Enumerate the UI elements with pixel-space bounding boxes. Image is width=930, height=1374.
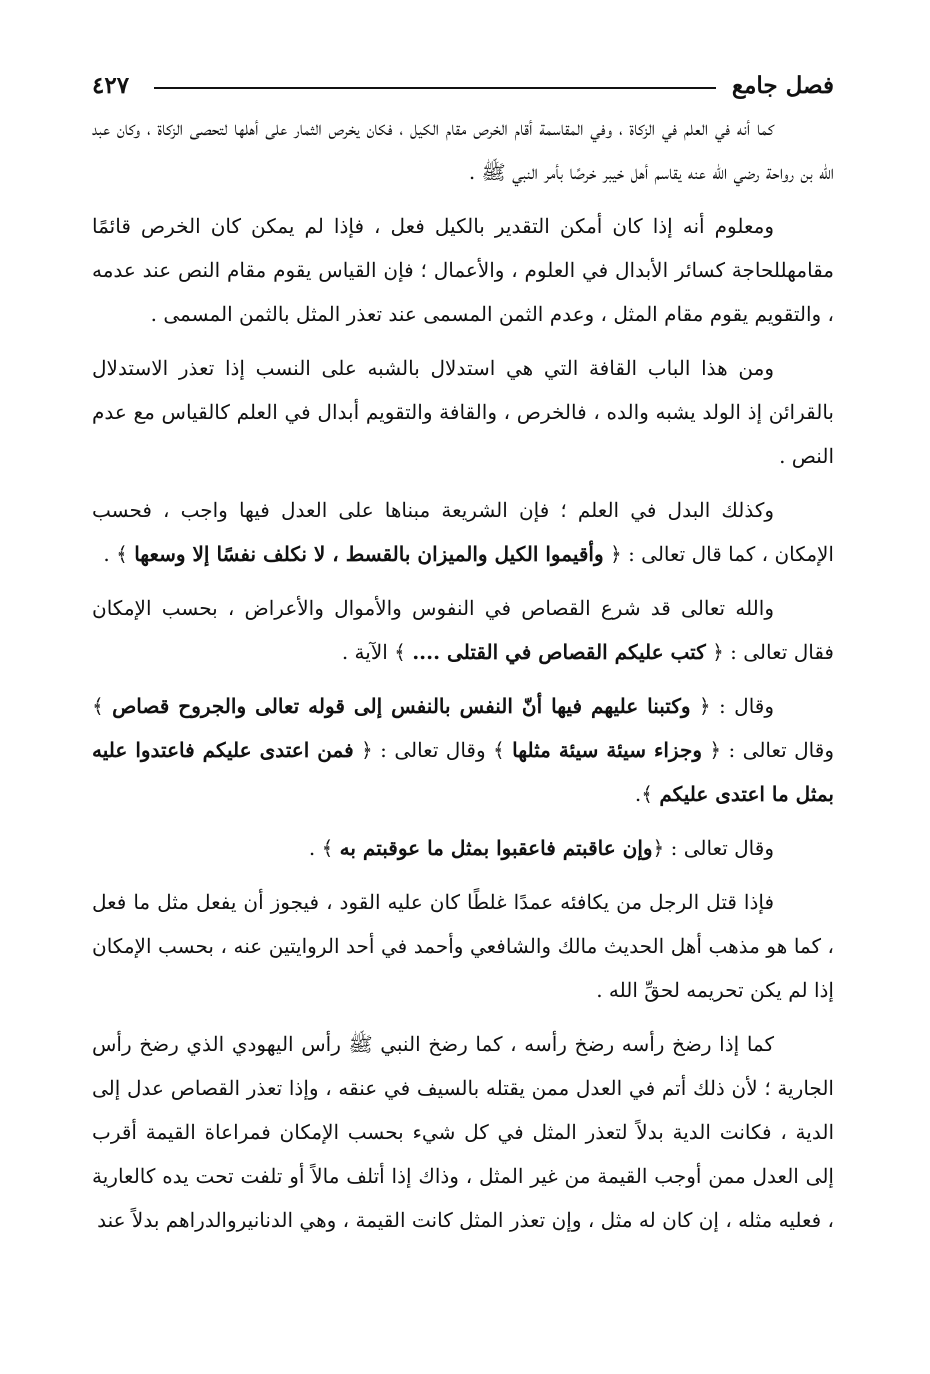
quran-quote: وإن عاقبتم فاعقبوا بمثل ما عوقبتم به: [339, 836, 653, 860]
paragraph-text: فإذا قتل الرجل من يكافئه عمدًا غلطًا كان عليه القود ، فيجوز أن يفعل مثل ما فعل ، كما هو مذهب أهل الحديث مالك والشافعي وأحمد في أحد الروايتين عنه ، بحسب الإمكان إذا لم يكن تحريمه لحقِّ الله .: [92, 890, 834, 1002]
paragraph-text: ﴾ الآية .: [341, 640, 413, 664]
paragraph-text: والله تعالى قد شرع القصاص في النفوس والأموال والأعراض ، بحسب الإمكان فقال تعالى : ﴿: [92, 596, 834, 664]
header-rule: [154, 87, 716, 89]
page-body: [92, 106, 834, 1252]
paragraph-text: كما إذا رضخ رأسه رضخ رأسه ، كما رضخ النبي ﷺ رأس اليهودي الذي رضخ رأس الجارية ؛ لأن ذلك أتم في العدل ممن يقتله بالسيف في عنقه ، وإذا تعذر القصاص عدل إلى الدية ، فكانت الدية بدلاً لتعذر المثل في كل شيء بحسب الإمكان فمراعاة القيمة أقرب إلى العدل ممن أوجب القيمة من غير المثل ، وذاك إذا أتلف مالاً أو تلفت تحت يده كالعارية ، فعليه مثله ، إن كان له مثل ، وإن تعذر المثل كانت القيمة ، وهي الدنانيروالدراهم بدلاً عند: [92, 1032, 834, 1232]
paragraph-text: ﴾ وقال تعالى : ﴿: [353, 738, 513, 762]
quran-quote: وأقيموا الكيل والميزان بالقسط ، لا نكلف نفسًا إلا وسعها: [134, 542, 604, 566]
paragraph-text: كما أنه في العلم في الزكاة ، وفي المقاسمة أقام الخرص مقام الكيل ، فكان يخرص الثمار على أهلها لتحصى الزكاة ، وكان عبد الله بن رواحة رضي الله عنه يقاسم أهل خيبر خرصًا بأمر النبي ﷺ .: [92, 116, 834, 184]
page-number: ٤٢٧: [92, 72, 130, 99]
paragraph: [92, 488, 834, 576]
paragraph-text: ﴾ .: [103, 542, 135, 566]
paragraph-text: ﴾.: [634, 782, 660, 806]
paragraph-text: وكذلك البدل في العلم ؛ فإن الشريعة مبناها على العدل فيها واجب ، فحسب الإمكان ، كما قال تعالى : ﴿: [92, 498, 834, 566]
quran-quote: وجزاء سيئة سيئة مثلها: [512, 738, 702, 762]
quran-quote: كتب عليكم القصاص في القتلى ....: [412, 640, 706, 664]
quran-quote: وكتبنا عليهم فيها أنّ النفس بالنفس إلى قوله تعالى والجروح قصاص: [112, 694, 691, 718]
paragraph: [92, 880, 834, 1012]
quran-quote: فمن اعتدى عليكم فاعتدوا عليه بمثل ما اعتدى عليكم: [92, 738, 834, 806]
paragraph: [92, 826, 834, 870]
paragraph: [92, 204, 834, 336]
paragraph-text: ومن هذا الباب القافة التي هي استدلال بالشبه على النسب إذا تعذر الاستدلال بالقرائن إذ الولد يشبه والده ، فالخرص ، والقافة والتقويم أبدال في العلم كالقياس مع عدم النص .: [92, 356, 834, 468]
paragraph-text: وقال تعالى : ﴿: [652, 836, 774, 860]
paragraph: [92, 346, 834, 478]
paragraph-text: ﴾ .: [308, 836, 340, 860]
paragraph: [92, 1022, 834, 1242]
running-header: [92, 70, 834, 106]
paragraph: [92, 586, 834, 674]
paragraph: [92, 106, 834, 194]
paragraph: [92, 684, 834, 816]
paragraph-text: وقال : ﴿: [690, 694, 775, 718]
chapter-title: فصل جامع: [731, 72, 834, 99]
paragraph-text: ومعلوم أنه إذا كان أمكن التقدير بالكيل فعل ، فإذا لم يمكن كان الخرص قائمًا مقامهللحاجة كسائر الأبدال في العلوم ، والأعمال ؛ فإن القياس يقوم مقام النص عند عدمه ، والتقويم يقوم مقام المثل ، وعدم الثمن المسمى عند تعذر المثل بالثمن المسمى .: [92, 214, 834, 326]
paragraph-text: ﴾ وقال تعالى : ﴿: [92, 694, 834, 762]
